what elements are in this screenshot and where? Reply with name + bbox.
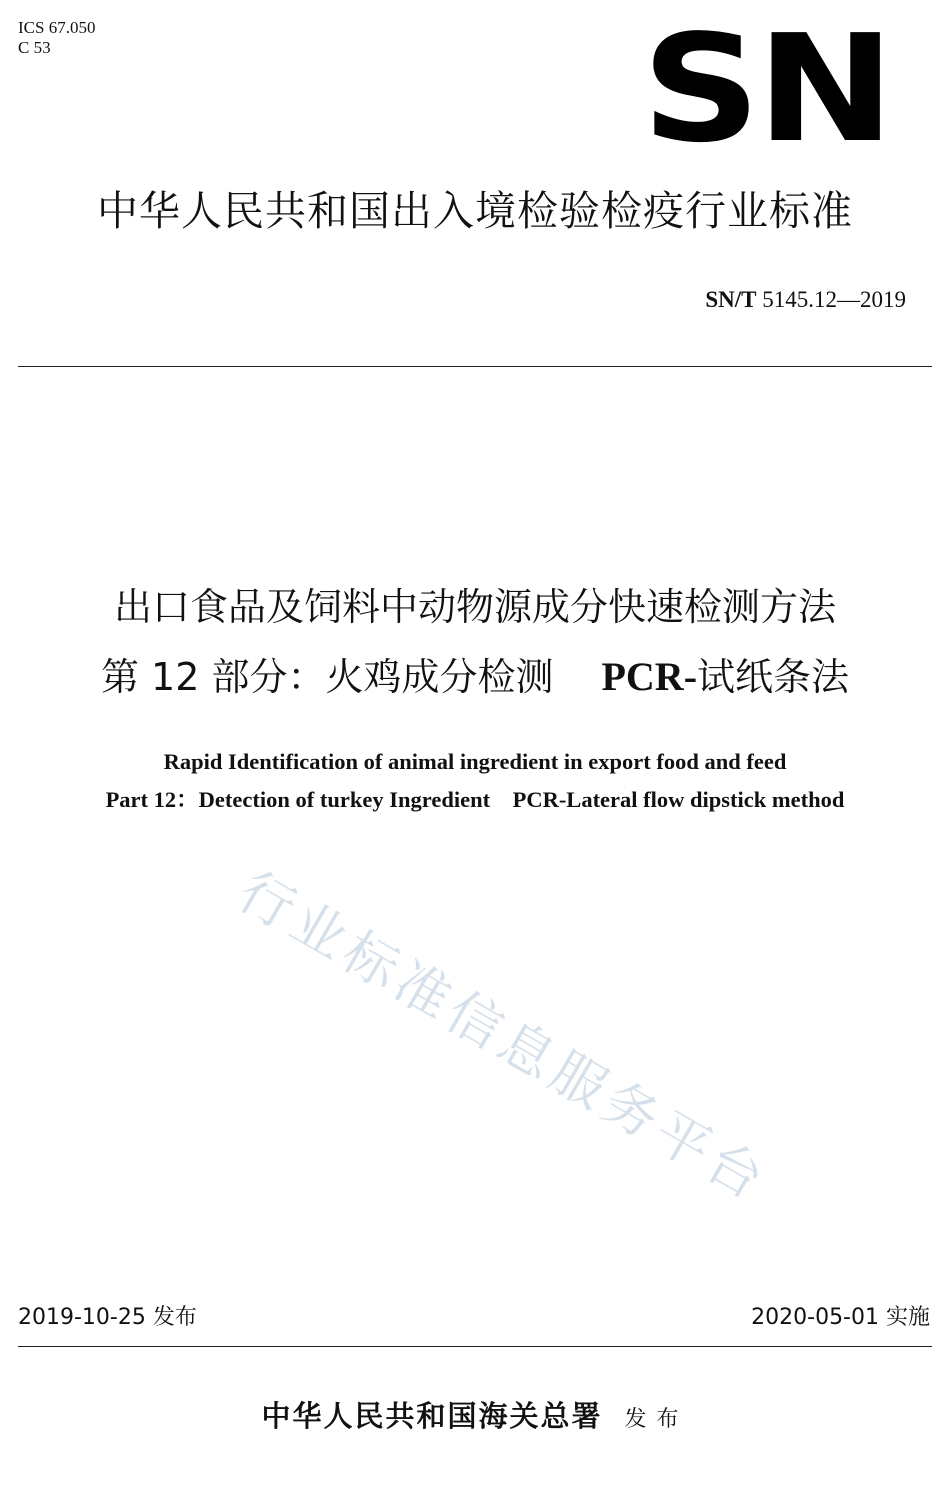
bottom-divider [18, 1346, 932, 1347]
title-cn-method: 试纸条法 [697, 655, 850, 699]
classification-codes [18, 18, 95, 58]
publisher [0, 1394, 950, 1435]
watermark: 行业标准信息服务平台 [228, 859, 780, 1215]
issue-date: 2019-10-25 发布 [18, 1305, 197, 1330]
standard-number-prefix: SN/T [705, 287, 757, 312]
standard-number-value: 5145.12—2019 [762, 287, 906, 312]
sn-logo: SN [641, 3, 891, 175]
title-cn-line1: 出口食品及饲料中动物源成分快速检测方法 [113, 585, 836, 629]
title-en-line1: Rapid Identification of animal ingredient in export food and feed [163, 749, 787, 774]
title-cn-part: 第 12 部分：火鸡成分检测 [100, 655, 554, 699]
implement-date: 2020-05-01 实施 [751, 1305, 930, 1330]
title-cn-line2 [18, 654, 932, 700]
publisher-action: 发布 [624, 1407, 689, 1432]
standard-number [705, 286, 906, 314]
ics-code: ICS 67.050 [18, 18, 96, 37]
top-divider [18, 366, 932, 367]
title-cn-method-latin: PCR- [601, 654, 698, 699]
publisher-org: 中华人民共和国海关总署 [261, 1399, 603, 1433]
title-en-line2: Part 12：Detection of turkey Ingredient PCR-Lateral flow dipstick method [105, 787, 845, 812]
ccs-code: C 53 [18, 38, 51, 57]
standard-category: 中华人民共和国出入境检验检疫行业标准 [97, 187, 853, 235]
